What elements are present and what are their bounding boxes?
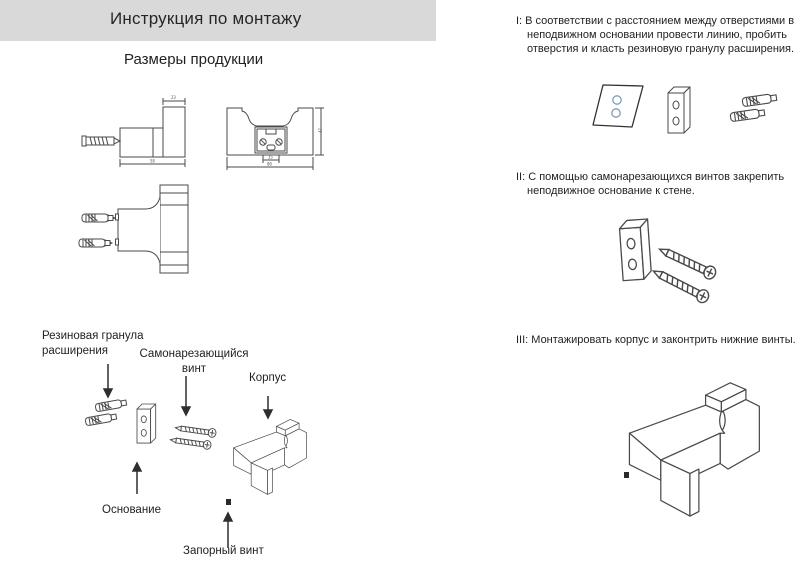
step-3-text: III: Монтажировать корпус и законтрить нижние винты. [516,334,796,346]
label-body: Корпус [249,372,287,384]
label-base: Основание [102,504,161,516]
label-self-tapping-screw: Самонарезающийся винт [139,348,249,375]
side-view-drawing [80,88,210,173]
step-2-text: II: С помощью самонарезающихся винтов закрепить неподвижное основание к стене. [516,171,785,197]
dim-front-height: 47 [318,128,323,133]
step-1-illustration [563,82,793,162]
drill-hole-icon [612,109,620,117]
label-rubber-plug: Резиновая гранула расширения [42,330,144,357]
drill-hole-icon [613,96,621,104]
front-view-drawing [222,88,337,173]
dim-side-bottom: 58 [150,158,155,164]
step-2-illustration [595,212,780,317]
exploded-parts-diagram [40,358,340,563]
dim-front-inner: 35 [268,154,273,160]
label-locking-screw: Запорный винт [183,545,264,557]
top-view-drawing [75,178,195,283]
page-title: Инструкция по монтажу [110,9,302,28]
locking-screw-icon [624,472,629,478]
step-3-illustration [588,358,800,503]
screw-icon [82,136,120,146]
dim-side-top: 23 [171,95,176,100]
step-1-text: I: В соответствии с расстоянием между отверстиями в неподвижном основании провести линию, пробить отверстия и класть резиновую гранулу расширения. [516,15,795,55]
dimensions-section-title: Размеры продукции [124,51,264,68]
dim-front-outer: 80 [267,161,272,167]
locking-screw-icon [226,499,231,505]
